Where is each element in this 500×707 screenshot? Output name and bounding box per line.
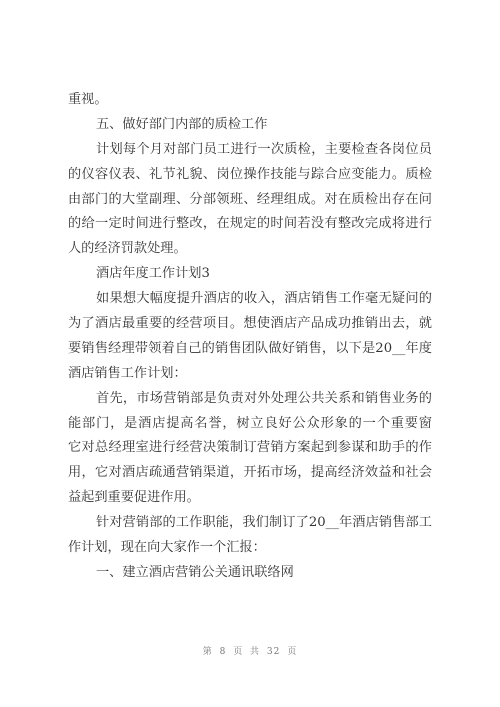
text-line: 首先，市场营销部是负责对外处理公共关系和销售业务的 <box>96 390 432 406</box>
text-line: 重视。 <box>68 92 108 107</box>
text-line: 人的经济罚款处理。 <box>68 241 187 257</box>
section-heading <box>68 113 432 138</box>
heading-text: 五、做好部门内部的质检工作 <box>96 116 268 132</box>
section-heading <box>68 262 432 287</box>
paragraph <box>68 287 432 387</box>
text-line: 的仪容仪表、礼节礼貌、岗位操作技能与踪合应变能力。质检 <box>68 166 432 182</box>
text-line: 的给一定时间进行整改，在规定的时间若没有整改完成将进行 <box>68 216 432 232</box>
text-line: 益起到重要促进作用。 <box>68 490 200 506</box>
text-line: 它对总经理室进行经营决策制订营销方案起到参谋和助手的作 <box>68 440 432 456</box>
text-line: 如果想大幅度提升酒店的收入，酒店销售工作毫无疑问的 <box>96 291 432 307</box>
text-line: 针对营销部的工作职能，我们制订了20__年酒店销售部工 <box>96 515 432 531</box>
heading-text: 一、建立酒店营销公关通讯联络网 <box>96 564 294 580</box>
text-line: 用，它对酒店疏通营销渠道，开拓市场，提高经济效益和社会 <box>68 465 432 481</box>
text-line: 由部门的大堂副理、分部领班、经理组成。对在质检出存在问 <box>68 191 432 207</box>
text-line: 能部门，是酒店提高名誉，树立良好公众形象的一个重要窗 <box>68 415 432 431</box>
text-line: 作计划，现在向大家作一个汇报： <box>68 540 266 556</box>
section-heading <box>68 561 432 586</box>
text-line: 要销售经理带领着自己的销售团队做好销售，以下是20__年度 <box>68 340 432 356</box>
paragraph <box>68 387 432 511</box>
paragraph <box>68 138 432 262</box>
paragraph <box>68 88 432 113</box>
text-line: 计划每个月对部门员工进行一次质检，主要检查各岗位员 <box>96 141 432 157</box>
text-line: 酒店销售工作计划： <box>68 365 187 381</box>
heading-text: 酒店年度工作计划3 <box>96 266 210 282</box>
document-body <box>68 88 432 586</box>
page-number-footer: 第 8 页 共 32 页 <box>202 647 298 657</box>
text-line: 为了酒店最重要的经营项目。想使酒店产品成功推销出去，就 <box>68 316 432 332</box>
paragraph <box>68 511 432 561</box>
